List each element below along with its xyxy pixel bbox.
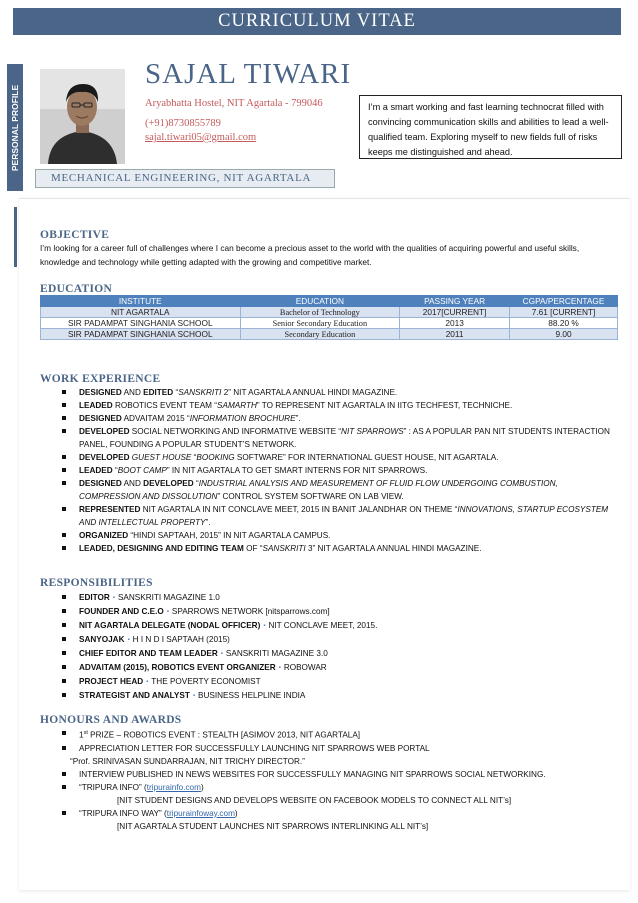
work-text-segment: ORGANIZED [79,531,129,540]
responsibility-role: PROJECT HEAD [79,677,144,686]
bullet-icon [62,785,66,789]
separator-icon: ▪ [127,637,130,643]
summary-box: I’m a smart working and fast learning technocrat filled with convincing communication skills and abilities to lead a well-qualified team. Exploring myself to new fields full of risks keeps me distinguished and ahead. [359,95,622,159]
work-text-segment: INNOVATIONS, STARTUP ECOSYSTEM AND INTELLECTUAL PROPERTY [79,505,609,527]
prize-rank-suffix: st [83,730,88,736]
work-text-segment: ” CONTROL SYSTEM SOFTWARE ON LAB VIEW. [217,492,404,501]
work-text-segment: “ [173,388,179,397]
separator-icon: ▪ [263,623,266,629]
work-text-segment: ” TO REPRESENT NIT AGARTALA IN IITG TECHFEST, TECHNICHE. [256,401,513,410]
list-item [62,820,618,833]
work-text-segment: INDUSTRIAL ANALYSIS AND MEASUREMENT OF FLUID FLOW UNDERGOING COMBUSTION, COMPRESSION AND DISSOLUTION [79,479,558,501]
list-item [62,633,618,647]
bullet-icon [62,623,66,627]
work-text-segment: DEVELOPED [79,453,130,462]
list-item [62,591,618,605]
letter-text: APPRECIATION LETTER FOR SUCCESSFULLY LAUNCHING NIT SPARROWS WEB PORTAL [79,743,430,753]
objective-text: I’m looking for a career full of challenges where I can become a precious asset to the world with the qualities of acquiring powerful and useful skills, knowledge and technology while getting adapted with the growing and competitive market. [40,243,580,267]
bullet-icon [62,416,66,420]
responsibility-org: H I N D I SAPTAAH (2015) [132,635,230,644]
list-item [62,464,618,477]
list-item [62,807,618,820]
separator-icon: ▪ [146,679,149,685]
bullet-icon [62,637,66,641]
column-header: CGPA/PERCENTAGE [510,296,618,307]
info2-close: ) [234,808,238,818]
list-item [62,689,618,703]
work-text-segment: ROBOTICS EVENT TEAM “ [112,401,218,410]
table-cell: SIR PADAMPAT SINGHANIA SCHOOL [41,329,241,340]
objective-heading: OBJECTIVE [40,229,110,241]
list-item [62,542,618,555]
bullet-icon [62,811,66,815]
separator-icon: ▪ [278,665,281,671]
table-cell: 7.61 [CURRENT] [510,307,618,318]
list-item [62,727,618,742]
work-text-segment: “ [191,453,197,462]
work-text-segment: “HINDI SAPTAAH, 2015” IN NIT AGARTALA CAMPUS. [128,531,331,540]
table-cell: 9.00 [510,329,618,340]
phone: (+91)8730855789 [145,118,221,129]
work-text-segment: 3” NIT AGARTALA ANNUAL HINDI MAGAZINE. [305,544,482,553]
work-text-segment: AND [121,388,144,397]
work-text-segment: SOCIAL NETWORKING AND INFORMATIVE WEBSITE “ [129,427,342,436]
education-heading: EDUCATION [40,283,113,295]
info1-label: “TRIPURA INFO” ( [79,782,147,792]
responsibilities-heading: RESPONSIBILITIES [40,577,153,589]
list-item [62,605,618,619]
prize-rank: 1 [79,730,84,740]
table-cell: NIT AGARTALA [41,307,241,318]
list-item [62,399,618,412]
info1-close: ) [200,782,204,792]
work-text-segment: SANSKRITI [262,544,306,553]
interview-text: INTERVIEW PUBLISHED IN NEWS WEBSITES FOR SUCCESSFULLY MANAGING NIT SPARROWS SOCIAL NETWORKING. [79,769,546,779]
education-table [40,295,618,340]
bullet-icon [62,390,66,394]
separator-icon: ▪ [220,651,223,657]
bullet-icon [62,595,66,599]
work-heading: WORK EXPERIENCE [40,373,161,385]
work-text-segment: NIT AGARTALA IN NIT CONCLAVE MEET, 2015 IN BANIT JALANDHAR ON THEME “ [140,505,458,514]
responsibility-org: BUSINESS HELPLINE INDIA [197,691,306,700]
table-cell: 88.20 % [510,318,618,329]
info2-desc: [NIT AGARTALA STUDENT LAUNCHES NIT SPARROWS INTERLINKING ALL NIT’s] [117,821,429,831]
list-item [62,619,618,633]
list-item [62,768,618,781]
table-cell: SIR PADAMPAT SINGHANIA SCHOOL [41,318,241,329]
address: Aryabhatta Hostel, NIT Agartala - 799046 [145,98,323,109]
table-row [41,329,618,340]
honours-heading: HONOURS AND AWARDS [40,714,182,726]
work-text-segment: ADVAITAM 2015 “ [121,414,190,423]
responsibility-role: FOUNDER AND C.E.O [79,607,164,616]
info2-label: “TRIPURA INFO WAY” ( [79,808,167,818]
candidate-name: SAJAL TIWARI [145,58,352,90]
work-text-segment: EDITED [143,388,174,397]
bullet-icon [62,731,66,735]
responsibility-role: CHIEF EDITOR AND TEAM LEADER [79,649,218,658]
separator-icon: ▪ [112,595,115,601]
work-text-segment: DEVELOPED [143,479,194,488]
responsibility-org: SPARROWS NETWORK [nitsparrows.com] [171,607,330,616]
list-item [62,451,618,464]
tripurainfo-link[interactable]: tripurainfo.com [146,782,201,792]
list-item [62,425,618,451]
work-text-segment: SANSKRITI [178,388,222,397]
table-cell: Senior Secondary Education [240,318,400,329]
list-item [62,503,618,529]
work-text-segment: BOOKING [196,453,235,462]
prize-text: PRIZE – ROBOTICS EVENT : STEALTH [ASIMOV 2013, NIT AGARTALA] [87,730,361,740]
list-item [62,675,618,689]
list-item [62,742,618,755]
table-cell: 2017[CURRENT] [400,307,510,318]
responsibility-org: ROBOWAR [283,663,327,672]
responsibility-org: NIT CONCLAVE MEET, 2015. [268,621,378,630]
work-text-segment: ” IN NIT AGARTALA TO GET SMART INTERNS FOR NIT SPARROWS. [166,466,428,475]
responsibility-role: STRATEGIST AND ANALYST [79,691,190,700]
list-item [62,647,618,661]
work-text-segment: NIT SPARROWS [341,427,404,436]
work-text-segment: DEVELOPED [79,427,130,436]
table-row [41,307,618,318]
work-text-segment: DESIGNED [79,414,122,423]
work-text-segment: 2” NIT AGARTALA ANNUAL HINDI MAGAZINE. [221,388,398,397]
bullet-icon [62,772,66,776]
list-item [62,661,618,675]
list-item [62,529,618,542]
bullet-icon [62,693,66,697]
responsibilities-list [62,591,618,703]
bullet-icon [62,507,66,511]
bullet-icon [62,533,66,537]
table-cell: 2011 [400,329,510,340]
list-item [62,781,618,794]
accent-rule [14,207,17,267]
info1-desc: [NIT STUDENT DESIGNS AND DEVELOPS WEBSITE ON FACEBOOK MODELS TO CONNECT ALL NIT’s] [117,795,512,805]
list-item [62,794,618,807]
bullet-icon [62,546,66,550]
column-header: PASSING YEAR [400,296,510,307]
list-item [62,477,618,503]
side-tab-label: PERSONAL PROFILE [10,84,20,171]
work-text-segment: GUEST HOUSE [131,453,192,462]
work-text-segment: AND [121,479,144,488]
cv-banner: CURRICULUM VITAE [13,8,621,35]
bullet-icon [62,679,66,683]
email-link[interactable]: sajal.tiwari05@gmail.com [145,132,257,143]
list-item [62,386,618,399]
work-text-segment: “ [112,466,118,475]
responsibility-role: NIT AGARTALA DELEGATE (NODAL OFFICER) [79,621,261,630]
responsibility-org: THE POVERTY ECONOMIST [151,677,261,686]
table-cell: Bachelor of Technology [240,307,400,318]
responsibility-role: SANYOJAK [79,635,125,644]
bullet-icon [62,429,66,433]
profile-photo [40,69,125,164]
work-text-segment: LEADED [79,466,113,475]
bullet-icon [62,481,66,485]
work-text-segment: LEADED, DESIGNING AND EDITING TEAM [79,544,244,553]
bullet-icon [62,403,66,407]
bullet-icon [62,455,66,459]
work-text-segment: LEADED [79,401,113,410]
work-text-segment: SAMARTH [217,401,257,410]
letter-author: “Prof. SRINIVASAN SUNDARRAJAN, NIT TRICHY DIRECTOR.” [70,756,305,766]
department-box: MECHANICAL ENGINEERING, NIT AGARTALA [35,169,335,188]
table-header [41,296,618,307]
responsibility-org: SANSKRITI MAGAZINE 1.0 [117,593,220,602]
work-text-segment: ”. [205,518,211,527]
table-cell: 2013 [400,318,510,329]
bullet-icon [62,609,66,613]
work-text-segment: REPRESENTED [79,505,141,514]
table-row [41,318,618,329]
responsibility-role: EDITOR [79,593,110,602]
personal-profile-tab [7,64,23,191]
separator-icon: ▪ [192,693,195,699]
work-text-segment: “ [193,479,199,488]
work-text-segment: DESIGNED [79,388,122,397]
honours-list [62,727,618,833]
work-text-segment: INFORMATION BROCHURE [189,414,296,423]
list-item [62,412,618,425]
responsibility-role: ADVAITAM (2015), ROBOTICS EVENT ORGANIZER [79,663,276,672]
separator-icon: ▪ [166,609,169,615]
work-list [62,386,618,555]
responsibility-org: SANSKRITI MAGAZINE 3.0 [225,649,328,658]
work-text-segment: SOFTWARE” FOR INTERNATIONAL GUEST HOUSE, NIT AGARTALA. [234,453,499,462]
work-text-segment: ” : AS A POPULAR PAN NIT STUDENTS INTERACTION PANEL, FOUNDING A POPULAR STUDENT’S NETWORK. [79,427,610,449]
column-header: EDUCATION [240,296,400,307]
list-item [62,755,618,768]
work-text-segment: OF “ [243,544,263,553]
person-photo-icon [40,69,125,164]
bullet-icon [62,468,66,472]
bullet-icon [62,665,66,669]
work-text-segment: DESIGNED [79,479,122,488]
work-text-segment: ”. [295,414,301,423]
bullet-icon [62,746,66,750]
work-text-segment: BOOT CAMP [117,466,167,475]
bullet-icon [62,651,66,655]
table-cell: Secondary Education [240,329,400,340]
tripurainfoway-link[interactable]: tripurainfoway.com [166,808,235,818]
column-header: INSTITUTE [41,296,241,307]
